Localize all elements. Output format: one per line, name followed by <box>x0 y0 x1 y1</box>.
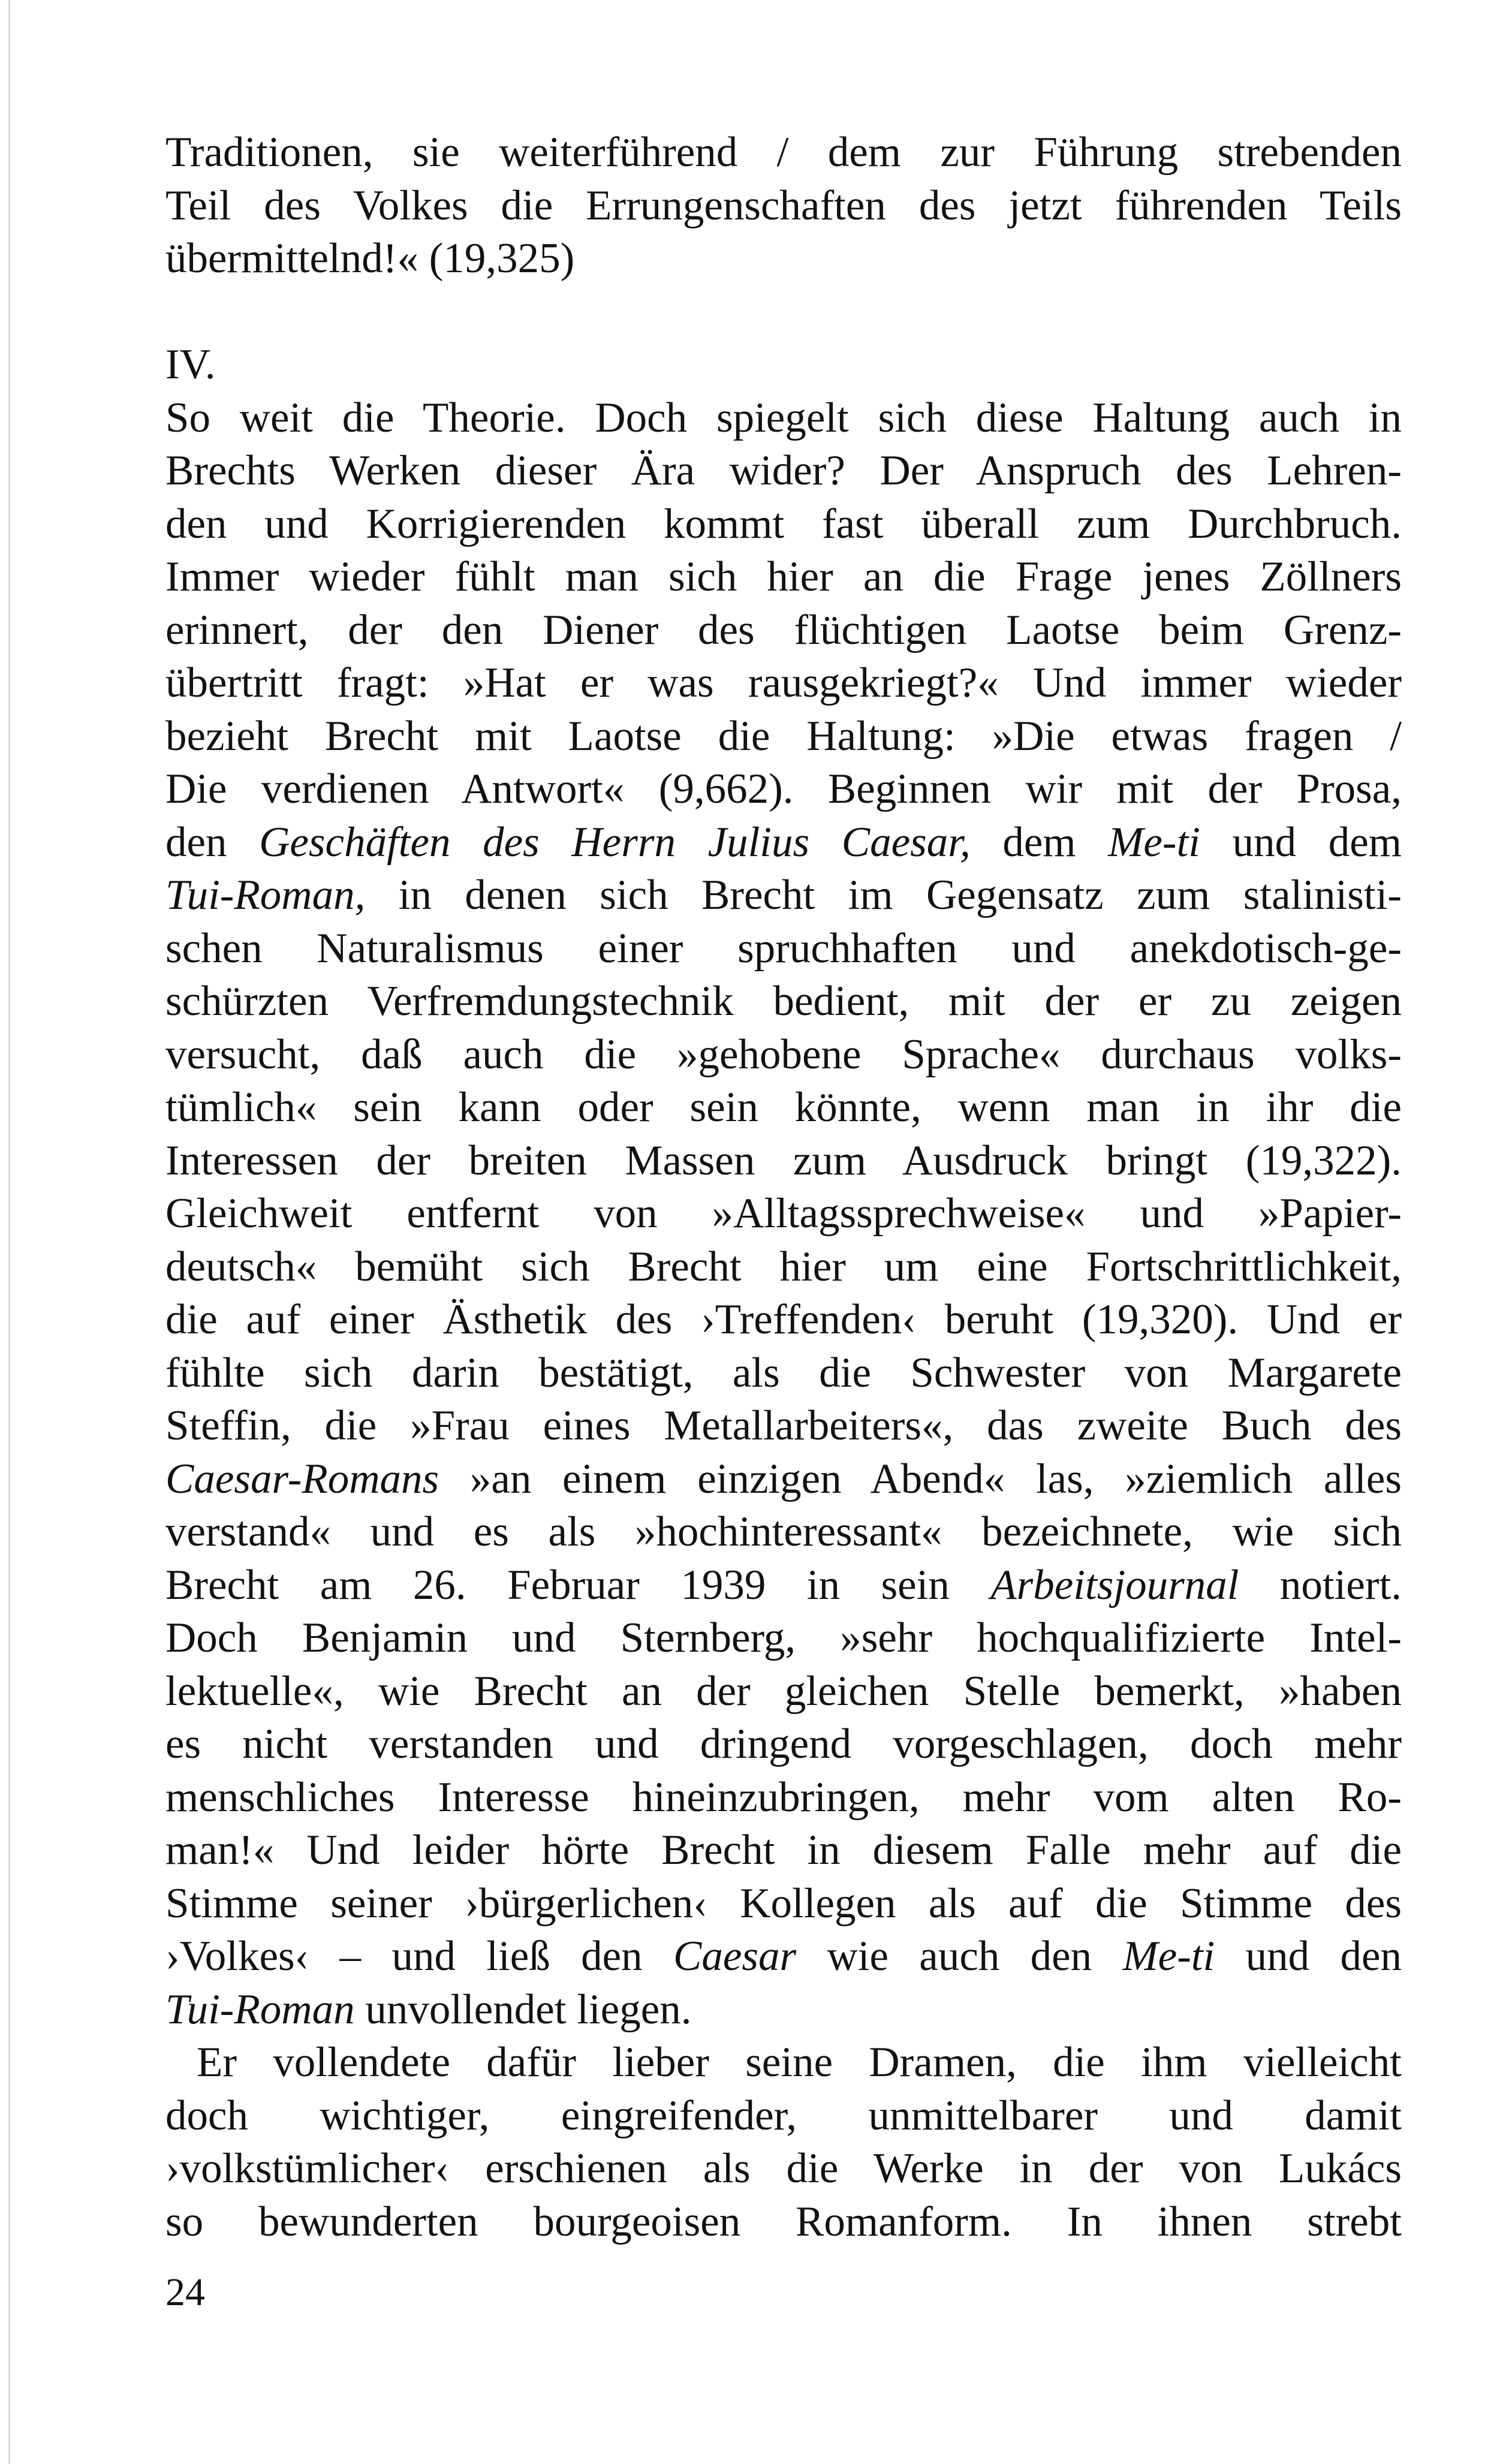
text-segment: und dem <box>1200 818 1402 866</box>
text-line: die auf einer Ästhetik des ›Treffenden‹ beruht (19,320). Und er <box>165 1296 1402 1343</box>
text-line: verstand« und es als »hochinteressant« bezeichnete, wie sich <box>165 1508 1402 1555</box>
text-line: übermittelnd!« (19,325) <box>165 235 575 282</box>
text-segment: ›Volkes‹ – und ließ den <box>165 1933 673 1980</box>
text-line: Traditionen, sie weiterführend / dem zur Führung strebenden <box>165 129 1402 176</box>
text-line: versucht, daß auch die »gehobene Sprache« durchaus volks- <box>165 1031 1402 1078</box>
section-heading: IV. <box>165 341 216 388</box>
italic-title: Tui-Roman <box>165 1986 355 2033</box>
italic-title: Caesar-Romans <box>165 1455 439 1502</box>
text-line <box>165 816 1402 869</box>
italic-title: Me-ti <box>1108 818 1201 866</box>
text-line: fühlte sich darin bestätigt, als die Schwester von Margarete <box>165 1349 1402 1396</box>
italic-title: Arbeitsjournal <box>990 1561 1239 1608</box>
text-line: Brechts Werken dieser Ära wider? Der Anspruch des Lehren- <box>165 447 1402 494</box>
text-line: lektuelle«, wie Brecht an der gleichen Stelle bemerkt, »haben <box>165 1667 1402 1715</box>
text-line: Er vollendete dafür lieber seine Dramen, die ihm vielleicht <box>197 2039 1402 2086</box>
text-line <box>165 1983 1402 2037</box>
text-line: tümlich« sein kann oder sein könnte, wenn man in ihr die <box>165 1084 1402 1131</box>
text-line: Die verdienen Antwort« (9,662). Beginnen wir mit der Prosa, <box>165 766 1402 812</box>
text-line <box>165 1930 1402 1983</box>
text-segment: notiert. <box>1239 1561 1402 1608</box>
paragraph-gap <box>165 285 1402 339</box>
page-edge-line <box>8 0 10 2464</box>
text-line: den und Korrigierenden kommt fast überall zum Durchbruch. <box>165 500 1402 547</box>
text-line: So weit die Theorie. Doch spiegelt sich diese Haltung auch in <box>165 394 1402 441</box>
text-line <box>165 869 1402 922</box>
text-line <box>165 1559 1402 1612</box>
text-segment: und den <box>1215 1933 1402 1980</box>
italic-title: Me-ti <box>1122 1933 1215 1980</box>
text-segment: »an einem einzigen Abend« las, »ziemlich alles <box>439 1455 1402 1502</box>
text-segment: unvollendet liegen. <box>354 1986 692 2033</box>
text-line: man!« Und leider hörte Brecht in diesem Falle mehr auf die <box>165 1827 1402 1873</box>
text-segment: in denen sich Brecht im Gegensatz zum stalinisti- <box>365 872 1402 918</box>
text-line: ›volkstümlicher‹ erschienen als die Werke in der von Lukács <box>165 2145 1402 2192</box>
text-line: Doch Benjamin und Sternberg, »sehr hochqualifizierte Intel- <box>165 1614 1402 1661</box>
text-line: so bewunderten bourgeoisen Romanform. In ihnen strebt <box>165 2198 1402 2245</box>
text-line: bezieht Brecht mit Laotse die Haltung: »Die etwas fragen / <box>165 712 1402 760</box>
text-line: es nicht verstanden und dringend vorgeschlagen, doch mehr <box>165 1721 1402 1767</box>
body-text <box>165 126 1402 2248</box>
text-segment: wie auch den <box>796 1933 1123 1980</box>
text-segment: Brecht am 26. Februar 1939 in sein <box>165 1561 991 1608</box>
text-line: deutsch« bemüht sich Brecht hier um eine Fortschrittlichkeit, <box>165 1243 1402 1290</box>
text-line: erinnert, der den Diener des flüchtigen Laotse beim Grenz- <box>165 606 1402 653</box>
italic-title: Geschäften des Herrn Julius Caesar, <box>259 818 971 866</box>
italic-title: Tui-Roman, <box>165 872 366 918</box>
text-line: Stimme seiner ›bürgerlichen‹ Kollegen als auf die Stimme des <box>165 1879 1402 1927</box>
text-segment: dem <box>970 818 1109 866</box>
text-line: Gleichweit entfernt von »Alltagssprechweise« und »Papier- <box>165 1190 1402 1237</box>
text-line: Interessen der breiten Massen zum Ausdruck bringt (19,322). <box>165 1137 1402 1184</box>
text-segment: den <box>165 818 260 866</box>
text-line: menschliches Interesse hineinzubringen, mehr vom alten Ro- <box>165 1773 1402 1821</box>
text-line: Immer wieder fühlt man sich hier an die Frage jenes Zöllners <box>165 553 1402 600</box>
text-line: übertritt fragt: »Hat er was rausgekriegt?« Und immer wieder <box>165 659 1402 706</box>
page-number: 24 <box>165 2270 205 2314</box>
italic-title: Caesar <box>673 1933 797 1980</box>
text-line: doch wichtiger, eingreifender, unmittelbarer und damit <box>165 2092 1402 2139</box>
text-line: Steffin, die »Frau eines Metallarbeiters«, das zweite Buch des <box>165 1402 1402 1449</box>
text-line: schen Naturalismus einer spruchhaften und anekdotisch-ge- <box>165 924 1402 972</box>
text-line: schürzten Verfremdungstechnik bedient, mit der er zu zeigen <box>165 978 1402 1025</box>
text-line <box>165 1453 1402 1506</box>
text-line: Teil des Volkes die Errungenschaften des jetzt führenden Teils <box>165 182 1402 229</box>
